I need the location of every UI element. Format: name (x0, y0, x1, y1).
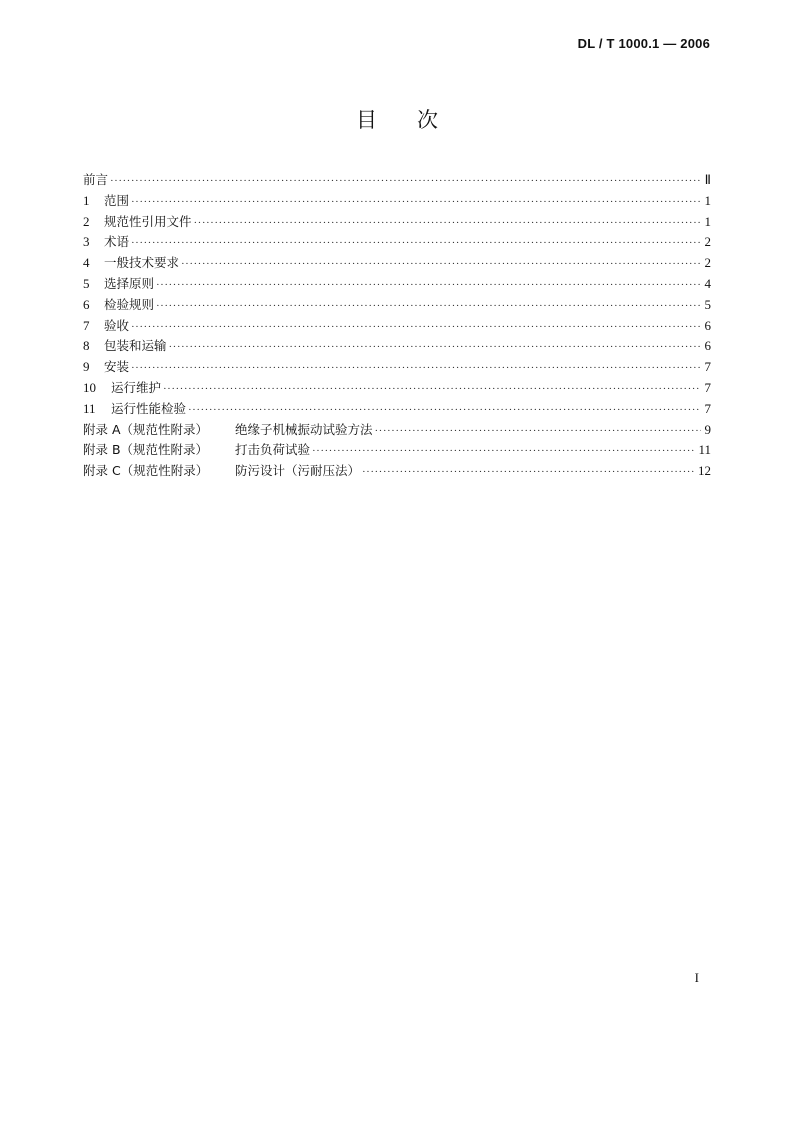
toc-entry-foreword[interactable] (83, 170, 711, 191)
toc-entry-number: 11 (83, 400, 96, 416)
toc-leader-dots (156, 296, 701, 317)
toc-entry-number: 1 (83, 192, 90, 208)
toc-entry-4[interactable] (83, 253, 711, 274)
toc-entry-number: 3 (83, 234, 90, 250)
toc-entry-number: 10 (83, 379, 96, 395)
toc-entry-5[interactable] (83, 274, 711, 295)
toc-entry-page: 4 (704, 275, 711, 291)
toc-entry-title: 包装和运输 (104, 338, 167, 354)
toc-leader-dots (312, 441, 696, 462)
toc-leader-dots (169, 337, 701, 358)
toc-entry-number: 7 (83, 317, 90, 333)
page-number: I (694, 970, 699, 985)
toc-entry-1[interactable] (83, 191, 711, 212)
toc-appendix-title: 防污设计（污耐压法） (235, 463, 361, 479)
toc-leader-dots (110, 171, 701, 192)
toc-entry-title: 范围 (104, 192, 130, 208)
toc-appendix-prefix: 附录 B（规范性附录） (83, 442, 209, 458)
toc-entry-page: 6 (704, 338, 711, 354)
toc-entry-10[interactable] (83, 378, 711, 399)
toc-appendix-page: 12 (698, 463, 711, 479)
toc-appendix-b[interactable] (83, 440, 711, 461)
toc-entry-title: 检验规则 (104, 296, 155, 312)
toc-entry-page: 2 (704, 234, 711, 250)
toc-leader-dots (181, 254, 701, 275)
table-of-contents (83, 170, 711, 482)
toc-leader-dots (131, 233, 701, 254)
toc-leader-dots (156, 275, 701, 296)
toc-entry-3[interactable] (83, 232, 711, 253)
toc-appendix-title: 绝缘子机械振动试验方法 (235, 421, 373, 437)
toc-leader-dots (131, 192, 701, 213)
title-part-1: 目 (356, 108, 377, 132)
toc-entry-number: 2 (83, 213, 90, 229)
toc-entry-title: 选择原则 (104, 275, 155, 291)
toc-appendix-title: 打击负荷试验 (235, 442, 311, 458)
toc-leader-dots (375, 421, 701, 442)
toc-entry-title: 运行维护 (111, 379, 162, 395)
toc-entry-number: 5 (83, 275, 90, 291)
toc-leader-dots (163, 379, 701, 400)
toc-appendix-prefix: 附录 A（规范性附录） (83, 421, 209, 437)
toc-entry-title: 一般技术要求 (104, 255, 180, 271)
toc-entry-7[interactable] (83, 316, 711, 337)
toc-appendix-page: 11 (698, 442, 711, 458)
title-part-2: 次 (417, 108, 438, 132)
toc-entry-number: 4 (83, 255, 90, 271)
toc-entry-title: 术语 (104, 234, 130, 250)
toc-entry-9[interactable] (83, 357, 711, 378)
toc-leader-dots (131, 317, 701, 338)
toc-entry-6[interactable] (83, 295, 711, 316)
toc-entry-page: 7 (704, 379, 711, 395)
toc-appendix-c[interactable] (83, 461, 711, 482)
toc-leader-dots (188, 400, 701, 421)
toc-entry-number: 8 (83, 338, 90, 354)
toc-entry-page: 2 (704, 255, 711, 271)
toc-entry-11[interactable] (83, 399, 711, 420)
toc-entry-page: 1 (704, 192, 711, 208)
toc-entry-title: 验收 (104, 317, 130, 333)
toc-entry-title: 运行性能检验 (111, 400, 187, 416)
toc-entry-page: 5 (704, 296, 711, 312)
page-title (0, 104, 794, 134)
toc-entry-number: 9 (83, 359, 90, 375)
toc-appendix-page: 9 (704, 421, 711, 437)
toc-entry-title: 安装 (104, 359, 130, 375)
toc-appendix-a[interactable] (83, 420, 711, 441)
toc-entry-page: Ⅱ (704, 172, 711, 187)
toc-leader-dots (131, 358, 701, 379)
toc-entry-page: 7 (704, 400, 711, 416)
toc-entry-8[interactable] (83, 336, 711, 357)
toc-appendix-prefix: 附录 C（规范性附录） (83, 463, 209, 479)
toc-entry-page: 1 (704, 213, 711, 229)
toc-leader-dots (194, 213, 701, 234)
toc-entry-title: 前言 (83, 172, 109, 187)
toc-entry-2[interactable] (83, 212, 711, 233)
toc-entry-title: 规范性引用文件 (104, 213, 192, 229)
toc-entry-number: 6 (83, 296, 90, 312)
toc-entry-page: 6 (704, 317, 711, 333)
standard-code: DL / T 1000.1 — 2006 (577, 36, 710, 51)
toc-entry-page: 7 (704, 359, 711, 375)
toc-leader-dots (362, 462, 696, 483)
